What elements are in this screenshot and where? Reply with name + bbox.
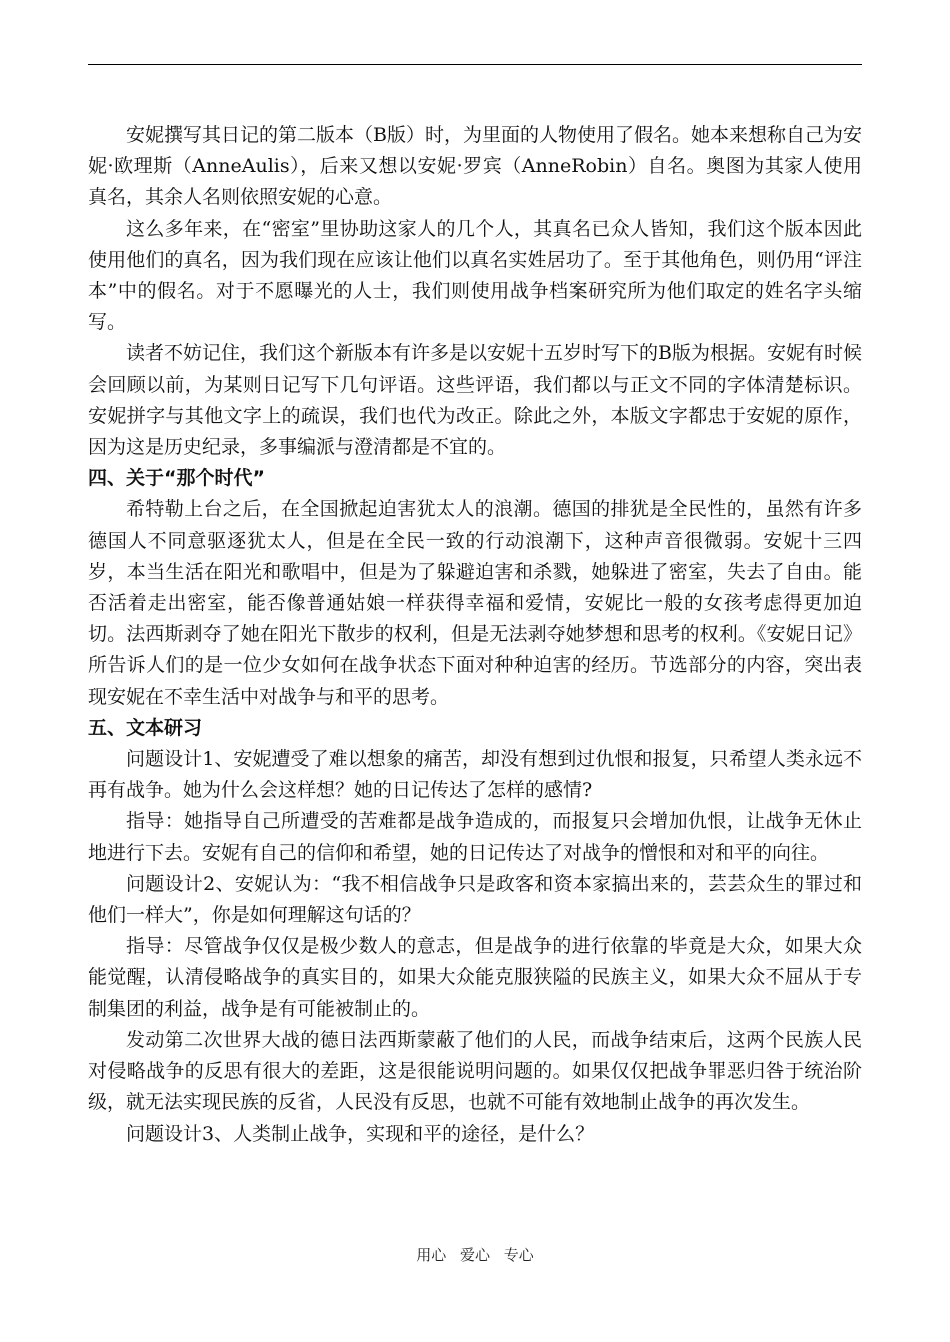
paragraph: 读者不妨记住，我们这个新版本有许多是以安妮十五岁时写下的B版为根据。安妮有时候会回顾以前，为某则日记写下几句评语。这些评语，我们都以与正文不同的字体清楚标识。安妮拼字与其他文字上的疏误，我们也代为改正。除此之外，本版文字都忠于安妮的原作，因为这是历史纪录，多事编派与澄清都是不宜的。: [88, 342, 862, 459]
section-heading-4: 四、关于“那个时代”: [88, 467, 265, 490]
paragraph: 发动第二次世界大战的德日法西斯蒙蔽了他们的人民，而战争结束后，这两个民族人民对侵略战争的反思有很大的差距，这是很能说明问题的。如果仅仅把战争罪恶归咎于统治阶级，就无法实现民族的反省，人民没有反思，也就不可能有效地制止战争的再次发生。: [88, 1028, 862, 1114]
document-body: [88, 120, 862, 1150]
guidance-1: 指导：她指导自己所遭受的苦难都是战争造成的，而报复只会增加仇恨，让战争无休止地进行下去。安妮有自己的信仰和希望，她的日记传达了对战争的憎恨和对和平的向往。: [88, 810, 862, 864]
question-1: 问题设计1、安妮遭受了难以想象的痛苦，却没有想到过仇恨和报复，只希望人类永远不再有战争。她为什么会这样想？她的日记传达了怎样的感情?: [88, 748, 862, 802]
header-rule: [88, 64, 862, 65]
paragraph: 安妮撰写其日记的第二版本（B版）时，为里面的人物使用了假名。她本来想称自己为安妮·欧理斯（AnneAulis），后来又想以安妮·罗宾（AnneRobin）自名。奥图为其家人使用真名，其余人名则依照安妮的心意。: [88, 124, 862, 209]
paragraph: 希特勒上台之后，在全国掀起迫害犹太人的浪潮。德国的排犹是全民性的，虽然有许多德国人不同意驱逐犹太人，但是在全民一致的行动浪潮下，这种声音很微弱。安妮十三四岁，本当生活在阳光和歌唱中，但是为了躲避迫害和杀戮，她躲进了密室，失去了自由。能否活着走出密室，能否像普通姑娘一样获得幸福和爱情，安妮比一般的女孩考虑得更加迫切。法西斯剥夺了她在阳光下散步的权利，但是无法剥夺她梦想和思考的权利。《安妮日记》所告诉人们的是一位少女如何在战争状态下面对种种迫害的经历。节选部分的内容，突出表现安妮在不幸生活中对战争与和平的思考。: [88, 498, 862, 708]
paragraph: 这么多年来，在“密室”里协助这家人的几个人，其真名已众人皆知，我们这个版本因此使用他们的真名，因为我们现在应该让他们以真名实姓居功了。至于其他角色，则仍用“评注本”中的假名。对于不愿曝光的人士，我们则使用战争档案研究所为他们取定的姓名字头缩写。: [88, 217, 862, 334]
question-3: 问题设计3、人类制止战争，实现和平的途径，是什么？: [126, 1122, 595, 1145]
question-2: 问题设计2、安妮认为：“我不相信战争只是政客和资本家搞出来的，芸芸众生的罪过和他们一样大”，你是如何理解这句话的？: [88, 872, 862, 927]
page-footer: 用心 爱心 专心: [416, 1246, 534, 1264]
section-heading-5: 五、文本研习: [88, 716, 203, 739]
guidance-2: 指导：尽管战争仅仅是极少数人的意志，但是战争的进行依靠的毕竟是大众，如果大众能觉醒，认清侵略战争的真实目的，如果大众能克服狭隘的民族主义，如果大众不屈从于专制集团的利益，战争是有可能被制止的。: [88, 935, 862, 1020]
